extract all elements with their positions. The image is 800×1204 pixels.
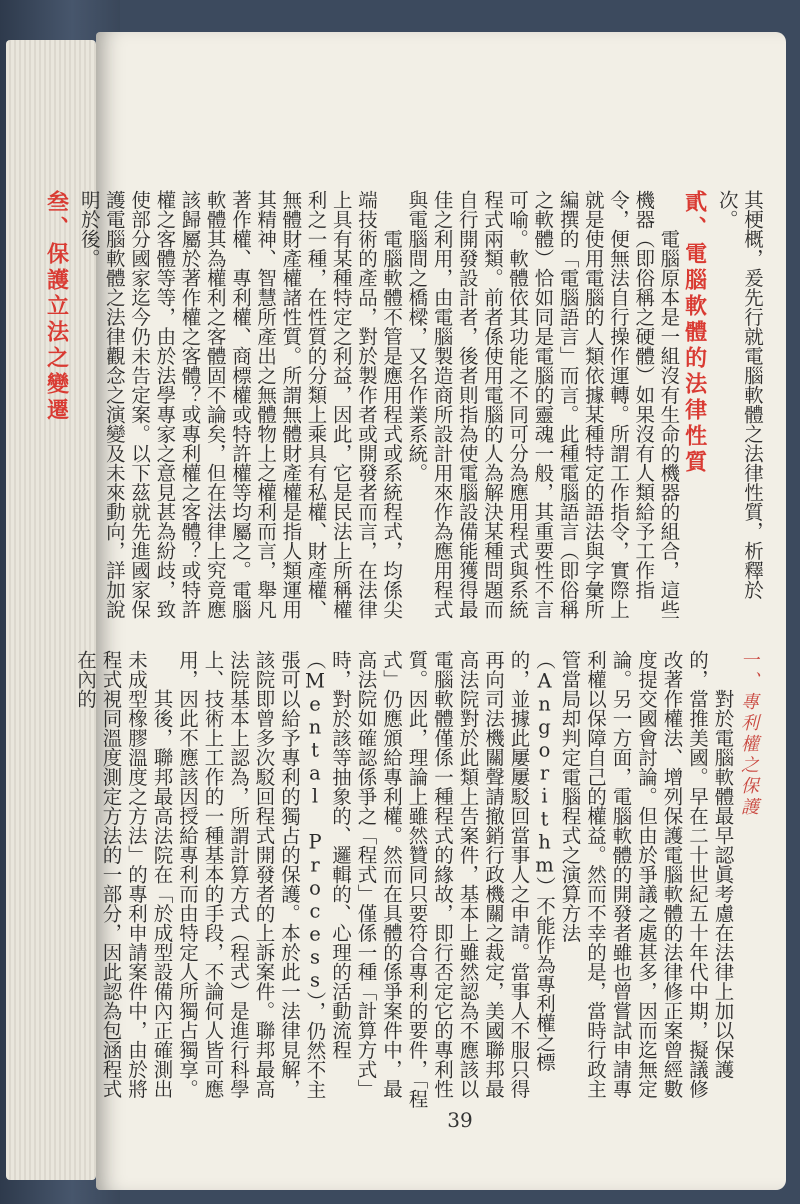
heading-section-2: 貳、電腦軟體的法律性質 <box>681 190 708 476</box>
upper-columns <box>43 190 765 630</box>
intro-text: 其梗概，爰先行就電腦軟體之法律性質，析釋於次。 <box>715 190 764 600</box>
lower-text-region <box>74 650 765 1110</box>
book-page <box>43 32 786 1190</box>
page-number: 39 <box>447 1108 473 1132</box>
paragraph-us-patent: 對於電腦軟體最早認眞考慮在法律上加以保護的，當推美國。早在二十世紀五十年代中期，擬議修改著作權法、增列保護電腦軟體的法律修正案曾經數度提交國會討論。但由於爭議之處甚多，因而迄無定論。另一方面，電腦軟體的開發者雖也曾嘗試申請專利權以保障自己的權益。然而不幸的是，當時行政主管當局却判定電腦程式之演算方法（Angorithm）不能作為專利權之標的，並據此屢屢駁回當事人之申請。當事人不服只得再向司法機關聲請撤銷行政機關之裁定，美國聯邦最高法院對於此類上告案件，基本上雖然認為不應該以電腦軟體僅係一種程式的緣故，即行否定它的專利性質。因此，理論上雖然贊同只要符合專利的要件，「程式」仍應頒給專利權。然而在具體的係爭案件中，最高法院如確認係爭之「程式」僅係一種「計算方式」時，對於該等抽象的、邏輯的、心理的活動流程（Mental Process），仍然不主張可以給予專利的獨占的保護。本於此一法律見解，該院即曾多次駁回程式開發者的上訴案件。聯邦最高法院基本上認為，所謂計算方式（程式）是進行科學上、技術上工作的一種基本的手段，不論何人皆可應用，因此不應該因授給專利而由特定人所獨占獨享。 <box>176 650 735 1109</box>
paragraph-later-case: 其後，聯邦最高法院在「於成型設備內正確測出未成型橡膠溫度之方法」的專利申請案件中，由於將程式視同溫度測定方法的一部分，因此認為包涵程式在內的 <box>74 650 174 1099</box>
paragraph-intangible-property: 電腦軟體不管是應用程式或系統程式，均係尖端技術的產品，對於製作者或開發者而言，在法律上具有某種特定之利益，因此，它是民法上所稱權利之一種，在性質的分類上乘具有私權、財產權、無體財產權諸性質。所謂無體財產權是指人類運用其精神、智慧所產出之無體物上之權利而言，舉凡著作權、專利權、商標權或特許權等均屬之。電腦軟體其為權利之客體固不論矣，但在法律上究竟應該歸屬於著作權之客體？或專利權之客體？或特許權之客體等等，由於法學專家之意見甚為紛歧，致使部分國家迄今仍未告定案。以下茲就先進國家保護電腦軟體之法律觀念之演變及未來動向，詳加說明於後。 <box>77 190 404 619</box>
heading-section-3: 叁、保護立法之變遷 <box>43 190 70 424</box>
upper-text-region <box>43 190 765 630</box>
subheading-patent-protection: 一、專利權之保護 <box>738 650 759 818</box>
lower-columns <box>73 650 766 1110</box>
paragraph-software-nature: 電腦原本是一組沒有生命的機器的組合，這些機器（即俗稱之硬體）如果沒有人類給予工作指令，便無法自行操作運轉。所謂工作指令，實際上就是使用電腦的人類依據某種特定的語法與字彙所編撰的「電腦語言」而言。此種電腦語言（即俗稱之軟體）恰如同是電腦的靈魂一般，其重要性不言可喻。軟體依其功能之不同可分為應用程式與系統程式兩類。前者係使用電腦的人為解決某種問題而自行開發設計者，後者則指為使電腦設備能獲得最佳之利用，由電腦製造商所設計用來作為應用程式與電腦間之橋樑，又名作業系統。 <box>405 190 681 619</box>
